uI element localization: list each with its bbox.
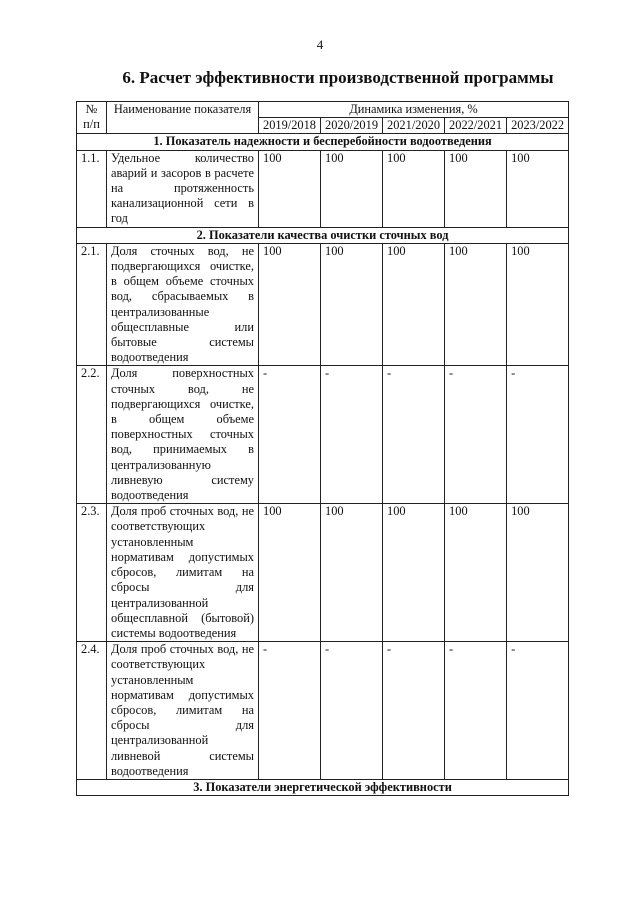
- dynamics-value: 100: [383, 150, 445, 227]
- efficiency-table: [76, 101, 569, 796]
- indicator-name: Доля проб сточных вод, не соответствующих установленным нормативам допустимых сбросов, лимитам на сбросы для централизованной общесплавной (бытовой) системы водоотведения: [107, 504, 259, 642]
- dynamics-value: 100: [507, 243, 569, 366]
- dynamics-value: 100: [259, 150, 321, 227]
- section-header-row: [77, 779, 569, 795]
- dynamics-value: -: [259, 642, 321, 780]
- page-title: 6. Расчет эффективности производственной программы: [122, 68, 554, 87]
- dynamics-value: -: [445, 642, 507, 780]
- header-name: Наименование показателя: [107, 102, 259, 134]
- dynamics-value: 100: [445, 243, 507, 366]
- header-year: 2022/2021: [445, 118, 507, 134]
- table-row: [77, 150, 569, 227]
- dynamics-value: 100: [321, 243, 383, 366]
- dynamics-value: -: [383, 642, 445, 780]
- row-number: 2.3.: [77, 504, 107, 642]
- dynamics-value: -: [321, 366, 383, 504]
- dynamics-value: -: [259, 366, 321, 504]
- row-number: 1.1.: [77, 150, 107, 227]
- table-header-row: [77, 102, 569, 118]
- section-title: 1. Показатель надежности и бесперебойности водоотведения: [77, 134, 569, 150]
- indicator-name: Удельное количество аварий и засоров в расчете на протяженность канализационной сети в год: [107, 150, 259, 227]
- dynamics-value: 100: [383, 504, 445, 642]
- header-dynamics: Динамика изменения, %: [259, 102, 569, 118]
- section-header-row: [77, 134, 569, 150]
- section-title: 3. Показатели энергетической эффективности: [77, 779, 569, 795]
- dynamics-value: 100: [383, 243, 445, 366]
- dynamics-value: 100: [321, 504, 383, 642]
- header-year: 2020/2019: [321, 118, 383, 134]
- dynamics-value: -: [321, 642, 383, 780]
- dynamics-value: -: [445, 366, 507, 504]
- table-row: [77, 504, 569, 642]
- dynamics-value: -: [507, 366, 569, 504]
- page-number: 4: [316, 37, 324, 52]
- header-year: 2021/2020: [383, 118, 445, 134]
- section-title: 2. Показатели качества очистки сточных вод: [77, 227, 569, 243]
- dynamics-value: 100: [259, 243, 321, 366]
- row-number: 2.4.: [77, 642, 107, 780]
- row-number: 2.2.: [77, 366, 107, 504]
- dynamics-value: 100: [507, 150, 569, 227]
- indicator-name: Доля поверхностных сточных вод, не подвергающихся очистке, в общем объеме поверхностных сточных вод, принимаемых в централизованную ливневую систему водоотведения: [107, 366, 259, 504]
- table-row: [77, 642, 569, 780]
- header-num: № п/п: [77, 102, 107, 134]
- table-row: [77, 366, 569, 504]
- dynamics-value: 100: [445, 150, 507, 227]
- section-header-row: [77, 227, 569, 243]
- dynamics-value: 100: [259, 504, 321, 642]
- dynamics-value: -: [507, 642, 569, 780]
- table-row: [77, 243, 569, 366]
- dynamics-value: -: [383, 366, 445, 504]
- header-year: 2019/2018: [259, 118, 321, 134]
- header-year: 2023/2022: [507, 118, 569, 134]
- dynamics-value: 100: [445, 504, 507, 642]
- dynamics-value: 100: [507, 504, 569, 642]
- dynamics-value: 100: [321, 150, 383, 227]
- indicator-name: Доля сточных вод, не подвергающихся очистке, в общем объеме сточных вод, сбрасываемых в централизованные общесплавные или бытовые системы водоотведения: [107, 243, 259, 366]
- row-number: 2.1.: [77, 243, 107, 366]
- indicator-name: Доля проб сточных вод, не соответствующих установленным нормативам допустимых сбросов, лимитам на сбросы для централизованной ливневой системы водоотведения: [107, 642, 259, 780]
